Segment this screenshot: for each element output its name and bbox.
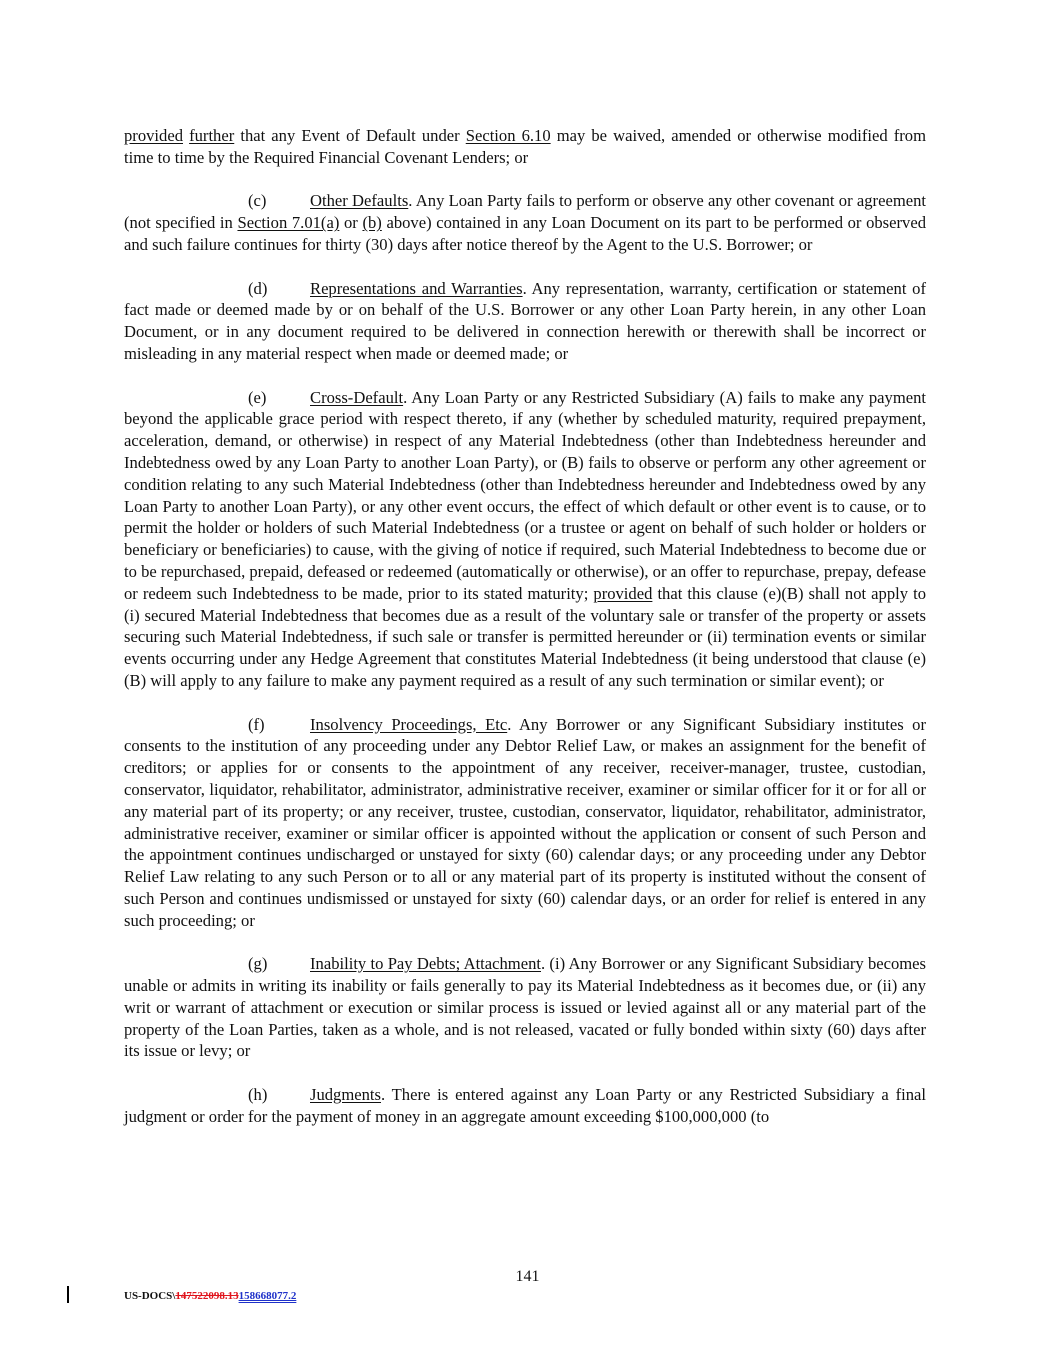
doc-id-inserted: 158668077.2 xyxy=(238,1290,297,1302)
intro-paragraph xyxy=(124,125,926,169)
provided-term: provided xyxy=(124,126,183,145)
clause-e-label: (e) xyxy=(248,387,267,407)
intro-text-1: that any Event of Default under xyxy=(234,126,466,145)
section-ref-6-10: Section 6.10 xyxy=(465,126,551,145)
clause-c xyxy=(124,190,926,255)
clause-g-title: Inability to Pay Debts; Attachment xyxy=(310,954,541,974)
clause-h-title: Judgments xyxy=(310,1085,381,1105)
page-number: 141 xyxy=(515,1268,540,1285)
document-body xyxy=(124,125,926,1149)
clause-f-text-1: . Any Borrower or any Significant Subsidiary institutes or consents to the institution of any proceeding under any Debtor Relief Law, or makes an assignment for the benefit of creditors; or applies for or consents to the appointment of any receiver, receiver-manager, trustee, custodian, conservator, liquidator, rehabilitator, administrator, administrative receiver, examiner or similar officer for it or for all or any material part of its property; or any receiver, trustee, custodian, conservator, liquidator, rehabilitator, administrator, administrative receiver, examiner or similar officer is appointed without the application or consent of such Person and the appointment continues undischarged or unstayed for sixty (60) calendar days; or any proceeding under any Debtor Relief Law relating to any such Person or to all or any material part of its property is instituted without the consent of such Person and continues undismissed or unstayed for sixty (60) calendar days, or an order for relief is entered in any such proceeding; or xyxy=(124,714,926,930)
clause-h xyxy=(124,1084,926,1128)
clause-c-text-1: . Any Loan Party fails to perform or observe any other covenant or agreement (not specified in xyxy=(124,191,926,233)
doc-id-deleted: 147522098.13 xyxy=(175,1290,239,1302)
section-ref-b: (b) xyxy=(362,213,382,233)
doc-id-prefix: US-DOCS\ xyxy=(124,1290,176,1302)
clause-c-text-2: or xyxy=(339,213,363,233)
change-bar xyxy=(67,1286,69,1303)
clause-e-title: Cross-Default xyxy=(310,387,404,407)
section-ref-7-01a: Section 7.01(a) xyxy=(237,213,340,233)
clause-e xyxy=(124,387,926,692)
clause-e-text-1: . Any Loan Party or any Restricted Subsidiary (A) fails to make any payment beyond the applicable grace period with respect thereto, if any (whether by scheduled maturity, required prepayment, acceleration, demand, or otherwise) in respect of any Material Indebtedness (other than Indebtedness hereunder and Indebtedness owed by any Loan Party to another Loan Party), or (B) fails to observe or perform any other agreement or condition relating to any such Material Indebtedness (other than Indebtedness hereunder and Indebtedness owed by any Loan Party to another Loan Party), or any other event occurs, the effect of which default or other event is to cause, or to permit the holder or holders of such Material Indebtedness (or a trustee or agent on behalf of such holder or holders or beneficiary or beneficiaries) to cause, with the giving of notice if required, such Material Indebtedness to become due or to be repurchased, prepaid, defeased or redeemed (automatically or otherwise), or an offer to repurchase, prepay, defease or redeem such Indebtedness to be made, prior to its stated maturity; xyxy=(124,387,926,603)
clause-f-label: (f) xyxy=(248,714,265,734)
clause-e-provided-term: provided xyxy=(593,583,653,603)
clause-e-text-2: that this clause (e)(B) shall not apply to (i) secured Material Indebtedness that becomes due as a result of the voluntary sale or transfer of the property or assets securing such Material Indebtedness, if such sale or transfer is permitted hereunder or (ii) termination events or similar events occurring under any Hedge Agreement that constitutes Material Indebtedness (it being understood that clause (e)(B) will apply to any failure to make any payment required as a result of any such termination or similar event); or xyxy=(124,583,926,690)
clause-c-text-3: above) contained in any Loan Document on its part to be performed or observed and such failure continues for thirty (30) days after notice thereof by the Agent to the U.S. Borrower; or xyxy=(124,213,926,254)
further-term: further xyxy=(189,126,235,145)
clause-d-title: Representations and Warranties xyxy=(310,278,523,298)
clause-f-title: Insolvency Proceedings, Etc xyxy=(310,714,508,734)
clause-f xyxy=(124,714,926,932)
clause-d-text-1: . Any representation, warranty, certification or statement of fact made or deemed made by or on behalf of the U.S. Borrower or any other Loan Party herein, in any other Loan Document, or in any document required to be delivered in connection herewith or therewith shall be incorrect or misleading in any material respect when made or deemed made; or xyxy=(124,278,927,363)
clause-g-text-1: . (i) Any Borrower or any Significant Subsidiary becomes unable or admits in writing its inability or fails generally to pay its Material Indebtedness as it becomes due, or (ii) any writ or warrant of attachment or execution or similar process is issued or levied against all or any material part of the property of the Loan Parties, taken as a whole, and is not released, vacated or fully bonded within sixty (60) days after its issue or levy; or xyxy=(124,954,926,1061)
clause-d xyxy=(124,278,926,365)
clause-h-text-1: . There is entered against any Loan Party or any Restricted Subsidiary a final judgment or order for the payment of money in an aggregate amount exceeding $100,000,000 (to xyxy=(124,1085,926,1126)
clause-g-label: (g) xyxy=(248,954,268,974)
clause-d-label: (d) xyxy=(248,278,268,298)
clause-g xyxy=(124,953,926,1062)
document-id-footer xyxy=(124,1290,296,1302)
clause-c-title: Other Defaults xyxy=(310,191,409,211)
clause-h-label: (h) xyxy=(248,1085,268,1105)
intro-text-2: may be waived, amended or otherwise modified from time to time by the Required Financial Covenant Lenders; or xyxy=(124,126,926,167)
clause-c-label: (c) xyxy=(248,191,267,211)
